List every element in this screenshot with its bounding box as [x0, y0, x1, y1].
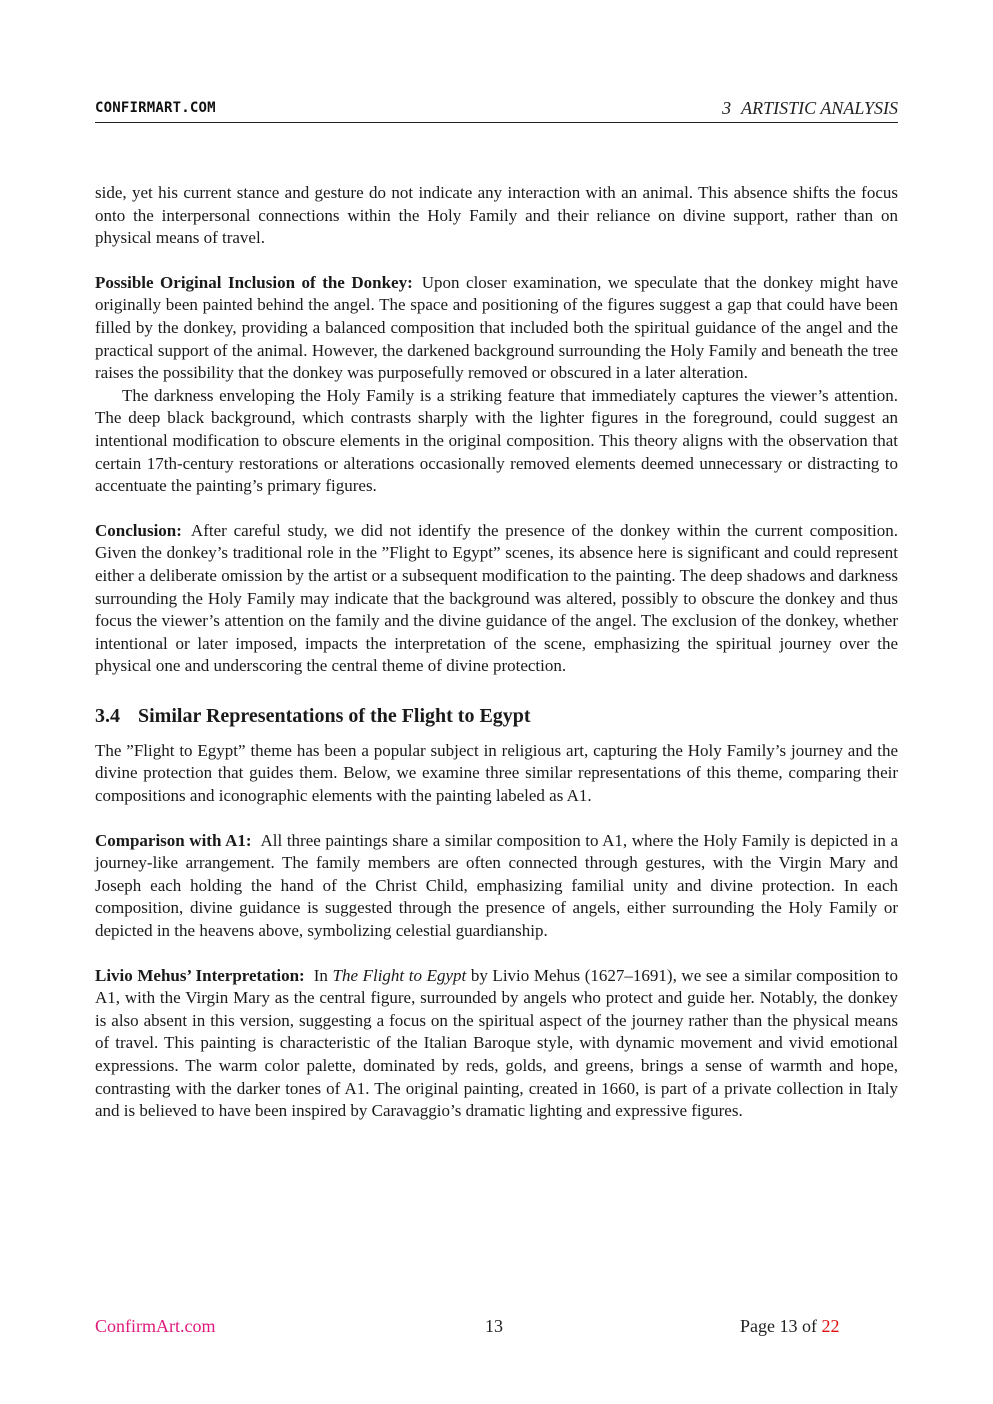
section-number: 3.4 [95, 704, 120, 727]
section-heading [95, 704, 898, 728]
running-head-number: 3 [722, 98, 732, 118]
mehus-painting-title: The Flight to Egypt [332, 965, 467, 985]
footer-page-label: Page 13 of [740, 1316, 822, 1336]
mehus-heading: Livio Mehus’ Interpretation: [95, 965, 305, 985]
comparison-text: All three paintings share a similar composition to A1, where the Holy Family is depicted in a journey-like arrangement. The family members are often connected through gestures, with the Virgin Mary and Joseph each holding the hand of the Christ Child, emphasizing familial unity and divine protection. In each composition, divine guidance is suggested through the presence of angels, either surrounding the Holy Family or depicted in the heavens above, symbolizing celestial guardianship. [95, 830, 898, 941]
footer-page-of [740, 1316, 839, 1337]
paragraph-continuation: side, yet his current stance and gesture do not indicate any interaction with an animal. This absence shifts the focus onto the interpersonal connections within the Holy Family and their reliance on divine support, rather than on physical means of travel. [95, 183, 898, 248]
mehus-text: by Livio Mehus (1627–1691), we see a similar composition to A1, with the Virgin Mary as the central figure, surrounded by angels who protect and guide her. Notably, the donkey is also absent in this version, suggesting a focus on the spiritual aspect of the journey rather than the physical means of travel. This painting is characteristic of the Italian Baroque style, with dynamic movement and vivid emotional expressions. The warm color palette, dominated by reds, golds, and greens, brings a sense of warmth and hope, contrasting with the darker tones of A1. The original painting, created in 1660, is part of a private collection in Italy and is believed to have been inspired by Caravaggio’s dramatic lighting and expressive figures. [95, 965, 898, 1121]
page-content [95, 182, 898, 1123]
paragraph-donkey [95, 272, 898, 385]
section-title: Similar Representations of the Flight to Egypt [138, 704, 531, 727]
footer-total-pages-link[interactable]: 22 [821, 1316, 840, 1336]
mehus-prefix: In [313, 965, 333, 985]
comparison-heading: Comparison with A1: [95, 830, 252, 850]
footer-site-link[interactable]: ConfirmArt.com [95, 1316, 216, 1336]
page-header [95, 96, 898, 123]
paragraph-intro: The ”Flight to Egypt” theme has been a popular subject in religious art, capturing the Holy Family’s journey and the divine protection that guides them. Below, we examine three similar representations of this theme, comparing their compositions and iconographic elements with the painting labeled as A1. [95, 740, 898, 806]
donkey-heading: Possible Original Inclusion of the Donkey: [95, 272, 413, 292]
paragraph-comparison [95, 830, 898, 943]
donkey-text: Upon closer examination, we speculate that the donkey might have originally been painted behind the angel. The space and positioning of the figures suggest a gap that could have been filled by the donkey, providing a balanced composition that included both the spiritual guidance of the angel and the practical support of the animal. However, the darkened background surrounding the Holy Family and beneath the tree raises the possibility that the donkey was purposefully removed or obscured in a later alteration. [95, 272, 898, 383]
conclusion-text: After careful study, we did not identify the presence of the donkey within the current composition. Given the donkey’s traditional role in the ”Flight to Egypt” scenes, its absence here is significant and could represent either a deliberate omission by the artist or a subsequent modification to the painting. The deep shadows and darkness surrounding the Holy Family may indicate that the background was altered, possibly to obscure the donkey and thus focus the viewer’s attention on the family and the divine guidance of the angel. The exclusion of the donkey, whether intentional or later imposed, impacts the interpretation of the scene, emphasizing the spiritual journey over the physical one and underscoring the central theme of divine protection. [95, 520, 898, 676]
paragraph-darkness: The darkness enveloping the Holy Family is a striking feature that immediately captures the viewer’s attention. The deep black background, which contrasts sharply with the lighter figures in the foreground, could suggest an intentional modification to obscure elements in the original composition. This theory aligns with the observation that certain 17th-century restorations or alterations occasionally removed elements deemed unnecessary or distracting to accentuate the painting’s primary figures. [95, 385, 898, 496]
footer-page-number: 13 [485, 1316, 503, 1336]
site-logo: CONFIRMART.COM [95, 100, 216, 116]
page-footer [95, 1316, 898, 1340]
paragraph-conclusion [95, 520, 898, 678]
running-head-title: ARTISTIC ANALYSIS [741, 98, 898, 118]
conclusion-heading: Conclusion: [95, 520, 182, 540]
paragraph-mehus [95, 965, 898, 1123]
running-head [722, 98, 898, 119]
